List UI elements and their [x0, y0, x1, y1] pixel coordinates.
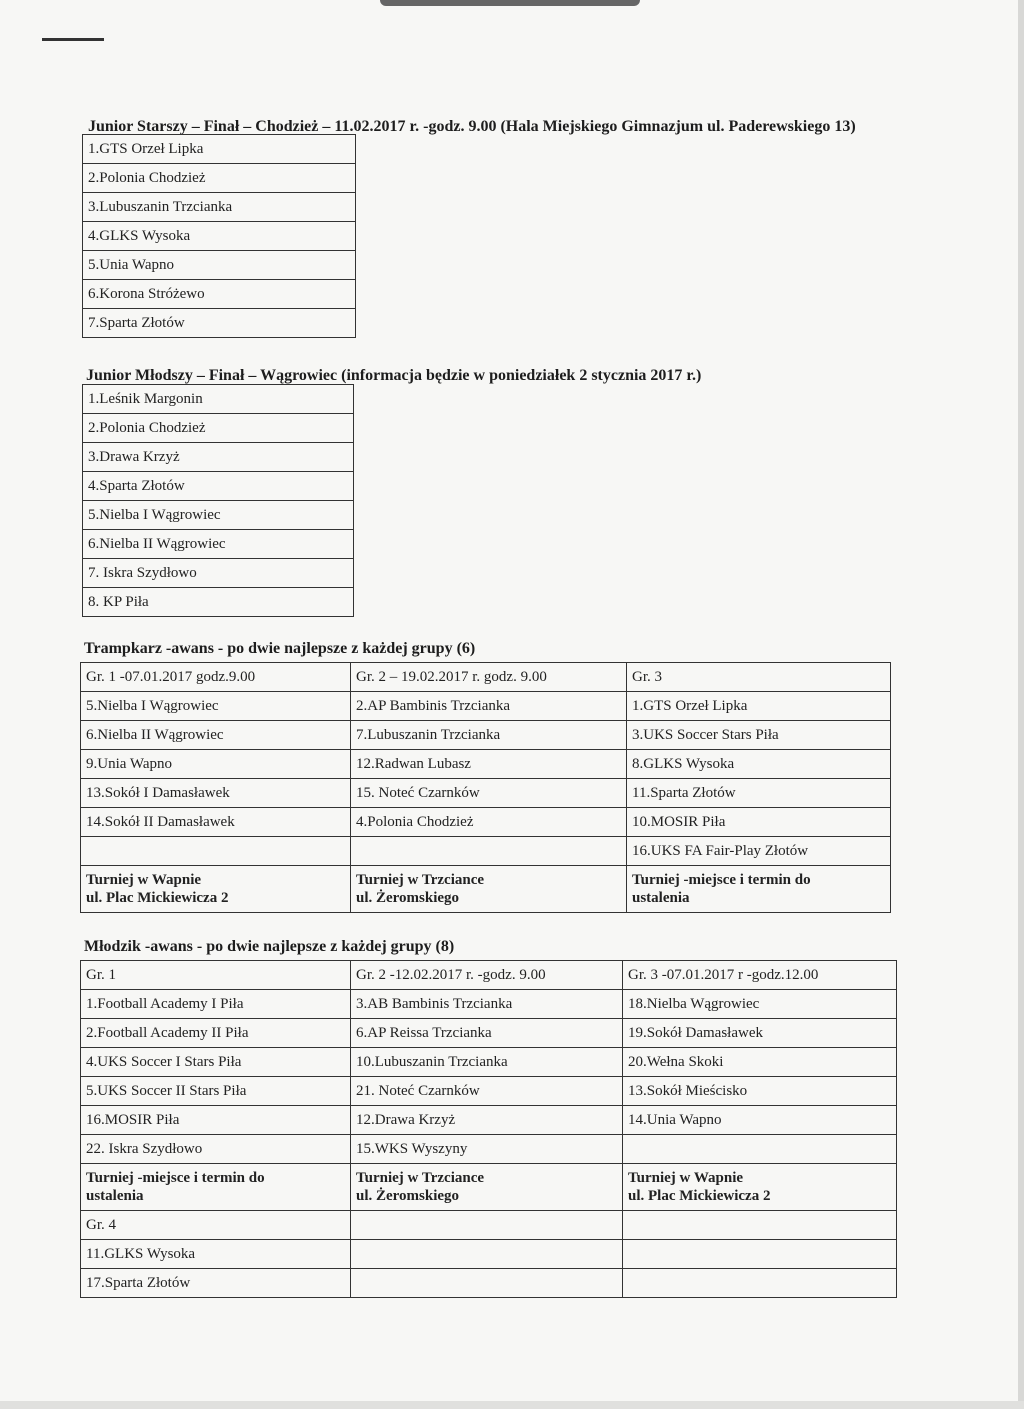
trampkarz-heading: Trampkarz -awans - po dwie najlepsze z każdej grupy (6)	[84, 640, 476, 657]
team-cell: 6.Nielba II Wągrowiec	[81, 721, 351, 750]
mlodzik-table	[80, 960, 897, 1298]
venue-line: ul. Plac Mickiewicza 2	[86, 890, 229, 906]
venue-cell	[623, 1164, 897, 1211]
table-row	[81, 721, 891, 750]
group-header: Gr. 2 -12.02.2017 r. -godz. 9.00	[351, 961, 623, 990]
team-cell: 6.Nielba II Wągrowiec	[83, 530, 354, 559]
team-cell: 4.Sparta Złotów	[83, 472, 354, 501]
table-row	[81, 990, 897, 1019]
table-row	[81, 1211, 897, 1240]
junior-mlodszy-table	[82, 384, 354, 617]
empty-cell	[623, 1240, 897, 1269]
table-header-row	[81, 663, 891, 692]
table-row	[81, 779, 891, 808]
ink-mark	[42, 38, 104, 41]
team-cell: 20.Wełna Skoki	[623, 1048, 897, 1077]
team-cell: 12.Radwan Lubasz	[351, 750, 627, 779]
team-cell: 1.GTS Orzeł Lipka	[627, 692, 891, 721]
empty-cell	[351, 1211, 623, 1240]
team-cell	[81, 837, 351, 866]
team-cell: 7.Lubuszanin Trzcianka	[351, 721, 627, 750]
table-row	[81, 1240, 897, 1269]
venue-row	[81, 866, 891, 913]
venue-cell	[351, 866, 627, 913]
team-cell: 13.Sokół I Damasławek	[81, 779, 351, 808]
team-cell: 15.WKS Wyszyny	[351, 1135, 623, 1164]
team-cell: 5.Unia Wapno	[83, 251, 356, 280]
group-header: Gr. 4	[81, 1211, 351, 1240]
venue-line: ul. Żeromskiego	[356, 890, 460, 906]
team-cell: 11.GLKS Wysoka	[81, 1240, 351, 1269]
table-row	[81, 1106, 897, 1135]
scan-shadow	[380, 0, 640, 6]
team-cell: 17.Sparta Złotów	[81, 1269, 351, 1298]
venue-line: ul. Plac Mickiewicza 2	[628, 1188, 771, 1204]
empty-cell	[351, 1269, 623, 1298]
venue-line: Turniej w Wapnie	[86, 872, 202, 888]
table-row	[81, 750, 891, 779]
venue-cell	[81, 866, 351, 913]
group-header: Gr. 1	[81, 961, 351, 990]
venue-cell	[627, 866, 891, 913]
empty-cell	[351, 1240, 623, 1269]
team-cell: 14.Unia Wapno	[623, 1106, 897, 1135]
table-row	[83, 385, 354, 414]
team-cell: 4.GLKS Wysoka	[83, 222, 356, 251]
venue-line: ul. Żeromskiego	[356, 1188, 460, 1204]
team-cell: 5.Nielba I Wągrowiec	[81, 692, 351, 721]
team-cell: 2.Polonia Chodzież	[83, 164, 356, 193]
table-row	[83, 443, 354, 472]
venue-line: ustalenia	[632, 890, 690, 906]
table-row	[81, 1135, 897, 1164]
team-cell: 19.Sokół Damasławek	[623, 1019, 897, 1048]
scan-edge	[1018, 0, 1024, 1409]
table-row	[83, 309, 356, 338]
team-cell: 10.MOSIR Piła	[627, 808, 891, 837]
team-cell: 3.Drawa Krzyż	[83, 443, 354, 472]
mlodzik-heading: Młodzik -awans - po dwie najlepsze z każdej grupy (8)	[84, 938, 455, 955]
team-cell: 2.Football Academy II Piła	[81, 1019, 351, 1048]
table-row	[81, 1019, 897, 1048]
table-row	[83, 588, 354, 617]
group-header: Gr. 2 – 19.02.2017 r. godz. 9.00	[351, 663, 627, 692]
venue-cell	[81, 1164, 351, 1211]
table-row	[81, 1077, 897, 1106]
team-cell: 9.Unia Wapno	[81, 750, 351, 779]
venue-line: Turniej w Trzciance	[356, 1170, 485, 1186]
team-cell: 4.Polonia Chodzież	[351, 808, 627, 837]
table-row	[81, 1048, 897, 1077]
team-cell: 2.Polonia Chodzież	[83, 414, 354, 443]
team-cell: 21. Noteć Czarnków	[351, 1077, 623, 1106]
team-cell: 5.Nielba I Wągrowiec	[83, 501, 354, 530]
team-cell	[351, 837, 627, 866]
team-cell: 6.AP Reissa Trzcianka	[351, 1019, 623, 1048]
table-row	[81, 692, 891, 721]
table-row	[83, 164, 356, 193]
team-cell: 11.Sparta Złotów	[627, 779, 891, 808]
team-cell: 7.Sparta Złotów	[83, 309, 356, 338]
table-row	[83, 472, 354, 501]
venue-line: Turniej -miejsce i termin do	[86, 1170, 265, 1186]
table-row	[81, 837, 891, 866]
team-cell: 12.Drawa Krzyż	[351, 1106, 623, 1135]
team-cell	[623, 1135, 897, 1164]
table-row	[83, 251, 356, 280]
junior-mlodszy-heading: Junior Młodszy – Finał – Wągrowiec (informacja będzie w poniedziałek 2 stycznia 2017 r.)	[86, 367, 702, 384]
team-cell: 1.GTS Orzeł Lipka	[83, 135, 356, 164]
trampkarz-table	[80, 662, 891, 913]
team-cell: 8.GLKS Wysoka	[627, 750, 891, 779]
team-cell: 8. KP Piła	[83, 588, 354, 617]
venue-line: ustalenia	[86, 1188, 144, 1204]
table-row	[83, 559, 354, 588]
table-row	[81, 1269, 897, 1298]
team-cell: 10.Lubuszanin Trzcianka	[351, 1048, 623, 1077]
team-cell: 4.UKS Soccer I Stars Piła	[81, 1048, 351, 1077]
table-row	[83, 193, 356, 222]
table-row	[83, 501, 354, 530]
team-cell: 18.Nielba Wągrowiec	[623, 990, 897, 1019]
team-cell: 16.MOSIR Piła	[81, 1106, 351, 1135]
table-row	[83, 530, 354, 559]
team-cell: 13.Sokół Mieścisko	[623, 1077, 897, 1106]
team-cell: 16.UKS FA Fair-Play Złotów	[627, 837, 891, 866]
junior-starszy-table	[82, 134, 356, 338]
team-cell: 14.Sokół II Damasławek	[81, 808, 351, 837]
team-cell: 1.Leśnik Margonin	[83, 385, 354, 414]
group-header: Gr. 3	[627, 663, 891, 692]
group-header: Gr. 1 -07.01.2017 godz.9.00	[81, 663, 351, 692]
venue-row	[81, 1164, 897, 1211]
empty-cell	[623, 1269, 897, 1298]
team-cell: 1.Football Academy I Piła	[81, 990, 351, 1019]
team-cell: 3.AB Bambinis Trzcianka	[351, 990, 623, 1019]
venue-cell	[351, 1164, 623, 1211]
venue-line: Turniej -miejsce i termin do	[632, 872, 811, 888]
team-cell: 7. Iskra Szydłowo	[83, 559, 354, 588]
group-header: Gr. 3 -07.01.2017 r -godz.12.00	[623, 961, 897, 990]
table-header-row	[81, 961, 897, 990]
team-cell: 3.Lubuszanin Trzcianka	[83, 193, 356, 222]
team-cell: 6.Korona Stróżewo	[83, 280, 356, 309]
table-row	[83, 414, 354, 443]
team-cell: 15. Noteć Czarnków	[351, 779, 627, 808]
empty-cell	[623, 1211, 897, 1240]
venue-line: Turniej w Wapnie	[628, 1170, 744, 1186]
table-row	[83, 222, 356, 251]
scan-edge-bottom	[0, 1401, 1024, 1409]
team-cell: 3.UKS Soccer Stars Piła	[627, 721, 891, 750]
table-row	[83, 135, 356, 164]
venue-line: Turniej w Trzciance	[356, 872, 485, 888]
junior-starszy-heading: Junior Starszy – Finał – Chodzież – 11.02.2017 r. -godz. 9.00 (Hala Miejskiego Gimnazjum ul. Paderewskiego 13)	[88, 118, 856, 135]
table-row	[81, 808, 891, 837]
team-cell: 5.UKS Soccer II Stars Piła	[81, 1077, 351, 1106]
team-cell: 2.AP Bambinis Trzcianka	[351, 692, 627, 721]
team-cell: 22. Iskra Szydłowo	[81, 1135, 351, 1164]
table-row	[83, 280, 356, 309]
